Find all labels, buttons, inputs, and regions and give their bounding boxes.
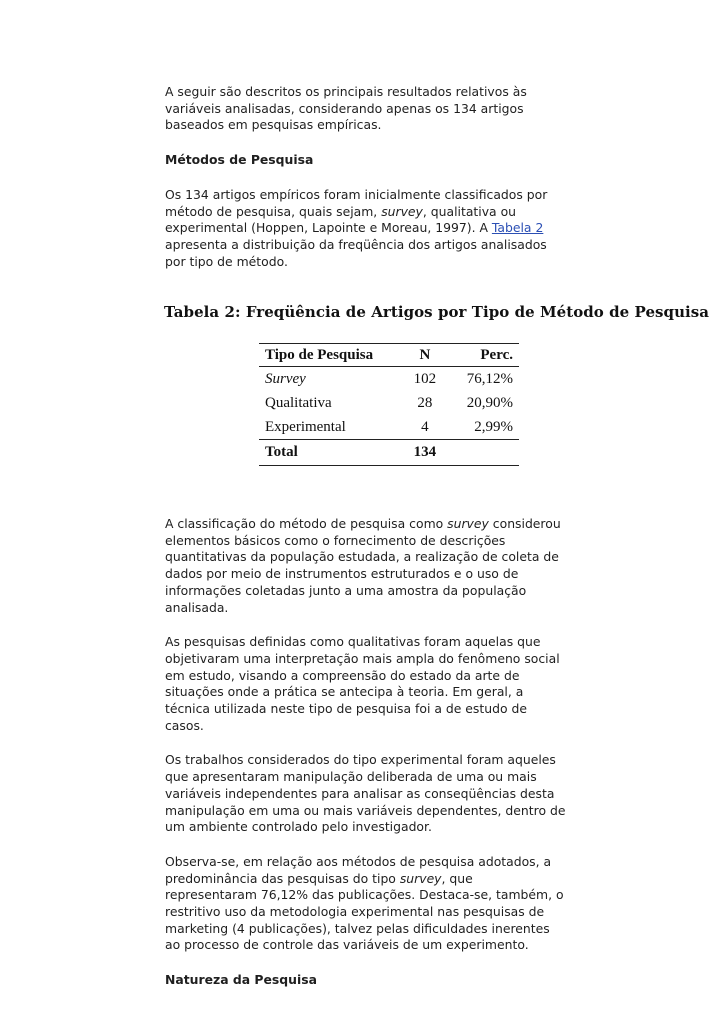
observation-paragraph [165,854,567,954]
table-row [259,415,519,440]
cell-n: 4 [421,418,429,435]
table-row [259,367,519,392]
text-span: , qualitativa ou experimental (Hoppen, Lapointe e Moreau, 1997). A [165,203,517,236]
text-span: Os 134 artigos empíricos foram inicialmente classificados por método de pesquisa, quais sejam, [165,186,548,219]
intro-section [165,84,567,288]
section-heading-natureza: Natureza da Pesquisa [165,972,317,988]
cell-tipo: Experimental [265,418,346,435]
cell-n: 28 [417,394,433,411]
cell-perc: 20,90% [466,394,513,411]
cell-perc: 2,99% [474,418,513,435]
text-span: Observa-se, em relação aos métodos de pesquisa adotados, a predominância das pesquisas do tipo [165,853,552,886]
header-tipo: Tipo de Pesquisa [259,344,404,367]
table-title: Tabela 2: Freqüência de Artigos por Tipo de Método de Pesquisa [164,303,710,321]
survey-term: survey [447,516,489,531]
text-span: , que representaram 76,12% das publicações. Destaca-se, também, o restritivo uso da metodologia experimental nas pesquisas de marketing (4 publicações), talvez pelas dificuldades inerentes ao processo de controle das variáveis de um experimento. [165,870,564,953]
text-span: considerou elementos básicos como o fornecimento de descrições quantitativas da população estudada, a realização de coleta de dados por meio de instrumentos estruturados e o uso de informações coletadas junto a uma amostra da população analisada. [165,516,561,615]
frequency-table [259,343,519,466]
experimental-paragraph: Os trabalhos considerados do tipo experimental foram aqueles que apresentaram manipulação deliberada de uma ou mais variáveis independentes para analisar as conseqüências desta manipulação em uma ou mais variáveis dependentes, dentro de um ambiente controlado pelo investigador. [165,752,566,835]
section-heading-metodos: Métodos de Pesquisa [165,152,314,168]
cell-perc: 76,12% [466,370,513,387]
survey-term: Survey [265,370,306,387]
table-header-row [259,344,519,367]
header-perc: Perc. [445,344,519,367]
intro-paragraph: A seguir são descritos os principais resultados relativos às variáveis analisadas, considerando apenas os 134 artigos baseados em pesquisas empíricas. [165,84,527,133]
body-section [165,516,567,1007]
text-span: apresenta a distribuição da freqüência dos artigos analisados por tipo de método. [165,236,547,269]
survey-paragraph [165,516,567,616]
cell-n: 102 [413,370,437,387]
table-total-row [259,440,519,466]
cell-tipo [259,367,404,392]
survey-term: survey [381,203,423,219]
header-n: N [404,344,445,367]
cell-tipo: Qualitativa [265,394,332,411]
table-figure [164,303,710,460]
qualitative-paragraph: As pesquisas definidas como qualitativas foram aquelas que objetivaram uma interpretação mais ampla do fenômeno social em estudo, visando a compreensão do estado da arte de situações onde a prática se antecipa à teoria. Em geral, a técnica utilizada neste tipo de pesquisa foi a de estudo de casos. [165,634,560,733]
survey-term: survey [399,870,442,886]
cell-total-perc [445,440,519,466]
text-span: A classificação do método de pesquisa como [165,516,448,531]
cell-total-label: Total [259,440,404,466]
tabela-2-link[interactable]: Tabela 2 [491,220,544,236]
cell-total-n: 134 [404,440,445,466]
table-row [259,391,519,415]
methods-paragraph [165,187,567,271]
